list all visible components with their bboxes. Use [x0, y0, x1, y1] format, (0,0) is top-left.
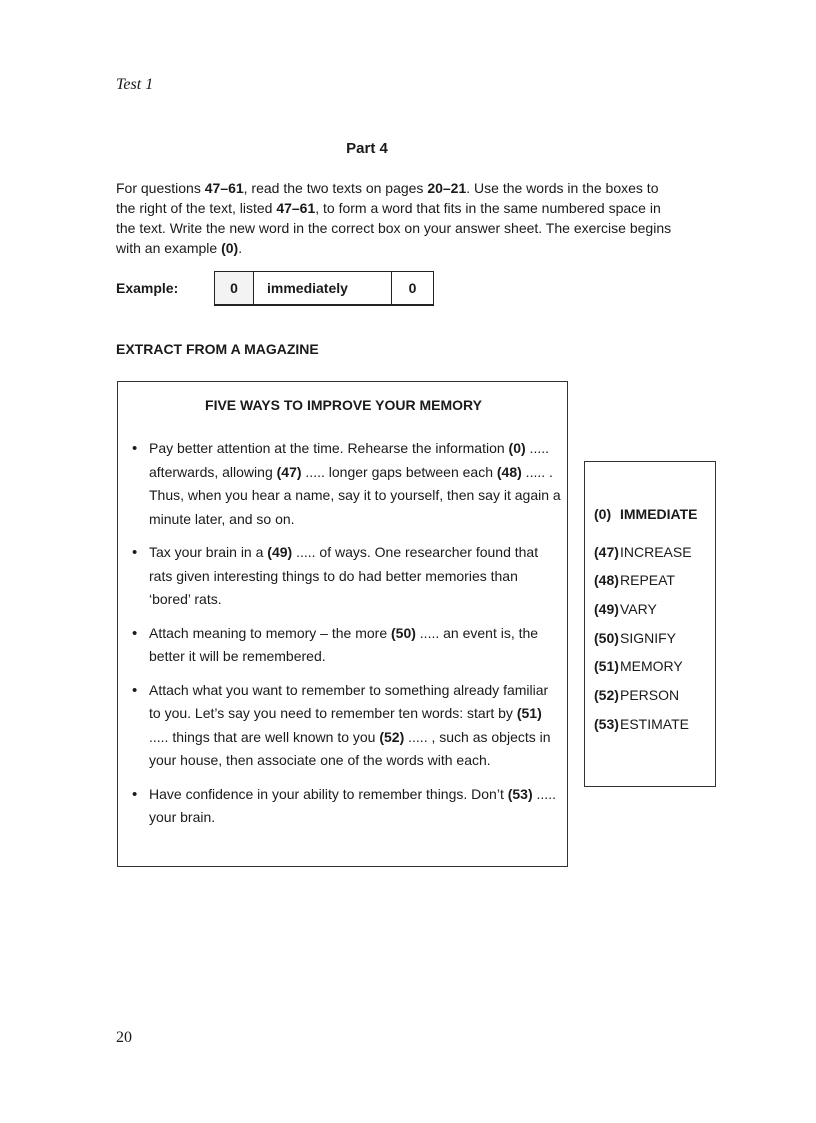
- word-list: [594, 506, 698, 745]
- example-answer: immediately: [254, 272, 392, 304]
- part-title: Part 4: [346, 140, 388, 157]
- example-answer-box: [214, 271, 434, 306]
- bullet-item-1: • Pay better attention at the time. Rehearse the information (0) ..... afterwards, allowing (47) ..... longer gaps between each (48) ..... . Thus, when you hear a name, say it to yourself, then say it again a minute later, and so on.: [132, 437, 562, 531]
- word-list-item: [594, 658, 698, 687]
- gap-53: (53): [507, 785, 533, 802]
- word-number: (53): [594, 715, 619, 732]
- word-list-item: [594, 601, 698, 630]
- example-number: 0: [215, 272, 254, 304]
- page-number: 20: [116, 1029, 132, 1046]
- extract-title: FIVE WAYS TO IMPROVE YOUR MEMORY: [205, 397, 482, 413]
- word-stem: REPEAT: [620, 572, 675, 589]
- word-number: (49): [594, 601, 619, 618]
- gap-47: (47): [276, 463, 302, 480]
- word-stem: VARY: [620, 601, 657, 618]
- gap-49: (49): [267, 544, 293, 560]
- word-stem: IMMEDIATE: [620, 506, 698, 522]
- running-head: Test 1: [116, 76, 154, 93]
- word-number: (51): [594, 658, 619, 675]
- word-number: (0): [594, 506, 612, 522]
- word-list-item: [594, 544, 698, 573]
- word-list-example: [594, 506, 698, 535]
- bullet-item-2: • Tax your brain in a (49) ..... of ways. One researcher found that rats given interesting things to do had better memories than ‘bored’ rats.: [132, 541, 562, 612]
- word-list-item: [594, 572, 698, 601]
- word-number: (48): [594, 572, 619, 589]
- bullet-list: [132, 437, 562, 840]
- word-number: (52): [594, 687, 619, 704]
- gap-50: (50): [391, 624, 416, 641]
- word-box: [584, 461, 716, 787]
- word-number: (50): [594, 629, 619, 646]
- word-list-item: [594, 716, 698, 745]
- word-stem: PERSON: [620, 687, 680, 704]
- instructions: For questions 47–61, read the two texts on pages 20–21. Use the words in the boxes to the right of the text, listed 47–61, to form a word that fits in the same numbered space in the text. Write the new word in the correct box on your answer sheet. The exercise begins with an example (0).: [116, 180, 672, 256]
- example-trailing-number: 0: [408, 280, 417, 296]
- word-stem: SIGNIFY: [620, 629, 677, 646]
- word-number: (47): [594, 543, 619, 560]
- word-stem: INCREASE: [620, 543, 692, 560]
- word-list-item: [594, 630, 698, 659]
- source-title: EXTRACT FROM A MAGAZINE: [116, 341, 319, 357]
- gap-52: (52): [379, 728, 405, 745]
- word-stem: MEMORY: [620, 658, 683, 675]
- bullet-item-4: • Attach what you want to remember to something already familiar to you. Let’s say you need to remember ten words: start by (51) ..... things that are well known to you (52) ..... , such as objects in your house, then associate one of the words with each.: [132, 679, 562, 773]
- word-stem: ESTIMATE: [620, 715, 689, 732]
- bullet-item-5: • Have confidence in your ability to remember things. Don’t (53) ..... your brain.: [132, 783, 562, 830]
- bullet-item-3: • Attach meaning to memory – the more (50) ..... an event is, the better it will be remembered.: [132, 622, 562, 669]
- example-label: Example:: [116, 280, 179, 296]
- gap-0: (0): [508, 440, 526, 456]
- magazine-extract-box: [117, 381, 568, 867]
- word-list-item: [594, 687, 698, 716]
- gap-48: (48): [496, 463, 522, 480]
- gap-51: (51): [516, 705, 542, 721]
